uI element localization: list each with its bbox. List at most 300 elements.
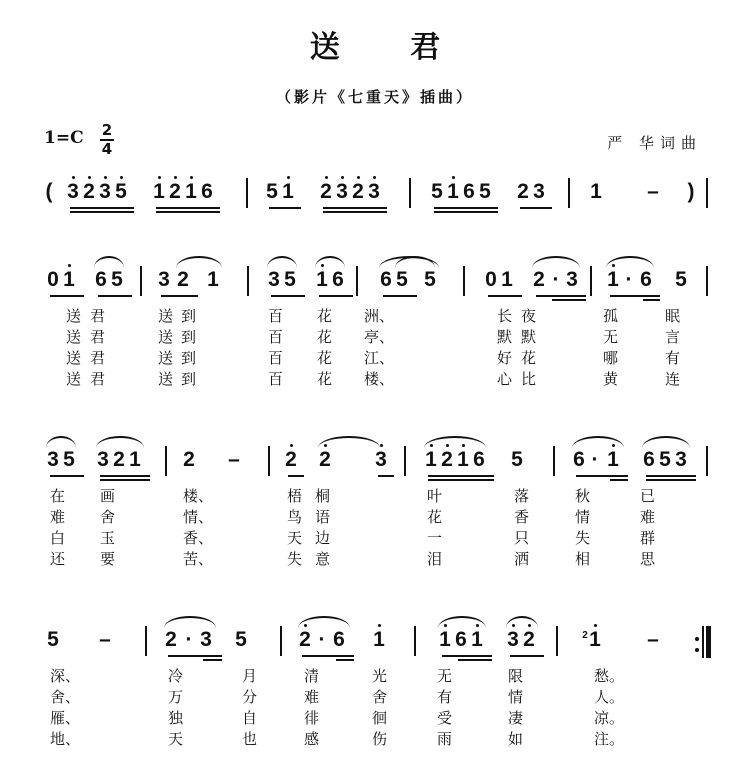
note: 1 (501, 268, 513, 291)
note: 2 (533, 268, 545, 291)
note: 3 (99, 180, 111, 203)
grace-note: 2 (582, 630, 588, 641)
beam-underline (552, 295, 586, 297)
beam-underline (271, 295, 305, 297)
lyric-char: 白 (50, 529, 66, 547)
slur (642, 436, 690, 448)
note: 3 (47, 448, 59, 471)
note: · (591, 448, 599, 471)
lyric-char: 天 (168, 730, 184, 748)
slur (176, 256, 222, 268)
lyric-char: 画 (100, 487, 116, 505)
lyric-char: 还 (50, 550, 66, 568)
note: 1 (447, 180, 459, 203)
barline (356, 266, 358, 296)
lyric-char: 送 (158, 349, 174, 367)
lyric-char: 分 (242, 688, 258, 706)
lyric-char: 江、 (364, 349, 395, 367)
note: 2 (177, 268, 189, 291)
high-octave-dot (68, 264, 71, 267)
note: 5 (659, 448, 671, 471)
lyric-char: 感 (304, 730, 320, 748)
note: 1 (607, 448, 619, 471)
lyric-char: 花 (521, 349, 537, 367)
lyric-char: 注。 (594, 730, 625, 748)
beam-underline (156, 207, 220, 209)
note: 1 (457, 448, 469, 471)
lyric-char: 要 (100, 550, 116, 568)
note: 2 (169, 180, 181, 203)
lyric-char: 百 (268, 349, 284, 367)
lyric-char: 伤 (372, 730, 388, 748)
lyric-char: 也 (242, 730, 258, 748)
lyric-char: 玉 (100, 529, 116, 547)
note: 5 (675, 268, 687, 291)
note: 6 (463, 180, 475, 203)
lyric-char: 送 (66, 328, 82, 346)
note: 2 (113, 448, 125, 471)
beam-underline (488, 295, 522, 297)
lyric-char: 独 (168, 709, 184, 727)
lyric-char: 黄 (603, 370, 619, 388)
note: 3 (375, 448, 387, 471)
note: 2 (165, 628, 177, 651)
note: 5 (266, 180, 278, 203)
high-octave-dot (120, 176, 123, 179)
note: 2 (319, 448, 331, 471)
lyric-char: 到 (181, 307, 197, 325)
lyric-char: 桐 (315, 487, 331, 505)
lyric-char: 香、 (183, 529, 214, 547)
lyric-char: 花 (317, 307, 333, 325)
note: 5 (115, 180, 127, 203)
note: 1 (607, 268, 619, 291)
song-subtitle: （影片《七重天》插曲） (275, 88, 474, 106)
lyric-char: 君 (90, 328, 106, 346)
high-octave-dot (72, 176, 75, 179)
lyric-char: 哪 (603, 349, 619, 367)
lyric-char: 深、 (50, 667, 81, 685)
note: 2 (517, 180, 529, 203)
note: 6 (332, 268, 344, 291)
lyric-char: 情 (575, 508, 591, 526)
barline (404, 446, 406, 476)
note: 1 (439, 628, 451, 651)
lyric-char: 受 (437, 709, 453, 727)
barline (165, 446, 167, 476)
note: ( (45, 180, 53, 203)
lyric-char: 花 (317, 349, 333, 367)
note: 1 (153, 180, 165, 203)
beam-underline (98, 295, 132, 297)
beam-underline (156, 211, 220, 213)
note: 2 (183, 448, 195, 471)
lyric-char: 叶 (427, 487, 443, 505)
lyric-char: 到 (181, 328, 197, 346)
lyric-char: 意 (315, 550, 331, 568)
note: 0 (485, 268, 497, 291)
note: · (625, 268, 633, 291)
note: 2 (83, 180, 95, 203)
barline (590, 266, 592, 296)
barline (246, 178, 248, 208)
high-octave-dot (158, 176, 161, 179)
beam-underline (319, 295, 353, 297)
high-octave-dot (378, 624, 381, 627)
slur (532, 256, 580, 268)
lyric-char: 自 (242, 709, 258, 727)
high-octave-dot (594, 624, 597, 627)
note: 5 (479, 180, 491, 203)
lyric-char: 默 (497, 328, 513, 346)
lyric-char: 相 (575, 550, 591, 568)
lyric-char: 光 (372, 667, 388, 685)
lyric-char: 无 (437, 667, 453, 685)
slur (438, 616, 486, 628)
lyric-char: 连 (665, 370, 681, 388)
lyric-char: 百 (268, 307, 284, 325)
note: 2 (441, 448, 453, 471)
note: · (552, 268, 560, 291)
lyric-char: 冷 (168, 667, 184, 685)
beam-underline (646, 475, 696, 477)
note: 1 (590, 180, 602, 203)
note: 0 (47, 268, 59, 291)
lyric-char: 舍、 (50, 688, 81, 706)
note: 6 (455, 628, 467, 651)
note: 5 (511, 448, 523, 471)
slur (267, 256, 297, 268)
lyric-char: 洒 (514, 550, 530, 568)
note: · (185, 628, 193, 651)
lyric-char: 失 (287, 550, 303, 568)
lyric-char: 楼、 (183, 487, 214, 505)
note: 2 (352, 180, 364, 203)
beam-underline (646, 479, 696, 481)
lyric-char: 徘 (304, 709, 320, 727)
lyric-char: 君 (90, 307, 106, 325)
note: 6 (95, 268, 107, 291)
note: 1 (589, 628, 601, 651)
slur (506, 616, 538, 628)
lyric-char: 苦、 (183, 550, 214, 568)
note: 6 (640, 268, 652, 291)
note: 1 (425, 448, 437, 471)
lyric-char: 在 (50, 487, 66, 505)
beam-underline (520, 207, 552, 209)
note: 5 (235, 628, 247, 651)
lyric-char: 送 (66, 307, 82, 325)
note: 2 (320, 180, 332, 203)
lyric-char: 送 (66, 370, 82, 388)
beam-underline (288, 475, 304, 477)
note: 1 (207, 268, 219, 291)
lyric-char: 徊 (372, 709, 388, 727)
lyric-char: 君 (90, 349, 106, 367)
lyric-char: 边 (315, 529, 331, 547)
note: 5 (284, 268, 296, 291)
note: 2 (299, 628, 311, 651)
lyric-char: 人。 (594, 688, 625, 706)
note: · (318, 628, 326, 651)
lyric-char: 清 (304, 667, 320, 685)
lyric-char: 思 (640, 550, 656, 568)
note: – (228, 448, 240, 471)
lyric-char: 花 (317, 328, 333, 346)
note: 1 (282, 180, 294, 203)
high-octave-dot (452, 176, 455, 179)
beam-underline (203, 659, 222, 661)
lyric-char: 落 (514, 487, 530, 505)
note: 5 (424, 268, 436, 291)
note: 3 (67, 180, 79, 203)
note: 6 (201, 180, 213, 203)
note: 3 (675, 448, 687, 471)
lyric-char: 花 (317, 370, 333, 388)
high-octave-dot (290, 444, 293, 447)
high-octave-dot (325, 176, 328, 179)
lyric-char: 舍 (372, 688, 388, 706)
lyric-char: 到 (181, 370, 197, 388)
lyric-char: 限 (508, 667, 524, 685)
beam-underline (610, 475, 628, 477)
note: 1 (129, 448, 141, 471)
lyric-char: 送 (158, 370, 174, 388)
beam-underline (610, 479, 628, 481)
beam-underline (643, 295, 660, 297)
barline (409, 178, 411, 208)
note: 1 (63, 268, 75, 291)
beam-underline (50, 295, 84, 297)
slur (318, 436, 380, 448)
beam-underline (434, 211, 498, 213)
note: 6 (473, 448, 485, 471)
beam-underline (434, 207, 498, 209)
note: 1 (373, 628, 385, 651)
note: 5 (431, 180, 443, 203)
lyric-char: 天 (287, 529, 303, 547)
lyric-char: 百 (268, 370, 284, 388)
slur (606, 256, 654, 268)
barline-thick (706, 626, 711, 658)
slur (46, 436, 76, 448)
lyric-char: 送 (66, 349, 82, 367)
high-octave-dot (357, 176, 360, 179)
beam-underline (552, 299, 586, 301)
high-octave-dot (104, 176, 107, 179)
note: 6 (380, 268, 392, 291)
lyric-char: 失 (575, 529, 591, 547)
barline (706, 178, 708, 208)
note: 5 (47, 628, 59, 651)
lyric-char: 只 (514, 529, 530, 547)
lyric-char: 语 (315, 508, 331, 526)
beam-underline (70, 207, 134, 209)
repeat-dot (695, 637, 699, 641)
lyric-char: 梧 (287, 487, 303, 505)
time-signature (100, 122, 114, 158)
barline (140, 266, 142, 296)
lyric-char: 有 (665, 349, 681, 367)
lyric-char: 雁、 (50, 709, 81, 727)
beam-underline (458, 659, 492, 661)
lyric-char: 心 (497, 370, 513, 388)
beam-underline (203, 655, 222, 657)
lyric-char: 一 (427, 529, 443, 547)
slur (96, 436, 144, 448)
high-octave-dot (341, 176, 344, 179)
lyric-char: 到 (181, 349, 197, 367)
slur (164, 616, 216, 628)
lyric-char: 送 (158, 328, 174, 346)
note: 3 (507, 628, 519, 651)
lyric-char: 亭、 (364, 328, 395, 346)
note: 3 (336, 180, 348, 203)
lyric-char: 难 (50, 508, 66, 526)
lyric-char: 雨 (437, 730, 453, 748)
barline-thin (702, 626, 704, 658)
note: 1 (316, 268, 328, 291)
lyric-char: 言 (665, 328, 681, 346)
barline (553, 446, 555, 476)
beam-underline (323, 211, 387, 213)
beam-underline (383, 295, 417, 297)
beam-underline (50, 475, 84, 477)
lyric-char: 香 (514, 508, 530, 526)
note: 3 (268, 268, 280, 291)
note: 1 (471, 628, 483, 651)
beam-underline (336, 655, 354, 657)
lyric-char: 比 (521, 370, 537, 388)
lyric-char: 君 (90, 370, 106, 388)
high-octave-dot (174, 176, 177, 179)
lyric-char: 地、 (50, 730, 81, 748)
lyric-char: 孤 (603, 307, 619, 325)
barline (706, 266, 708, 296)
note: 1 (185, 180, 197, 203)
high-octave-dot (373, 176, 376, 179)
slur (572, 436, 624, 448)
lyric-char: 有 (437, 688, 453, 706)
lyric-char: 难 (640, 508, 656, 526)
barline (280, 626, 282, 656)
lyric-char: 鸟 (287, 508, 303, 526)
lyric-char: 好 (497, 349, 513, 367)
barline (463, 266, 465, 296)
beam-underline (161, 295, 198, 297)
lyric-char: 情、 (183, 508, 214, 526)
lyric-char: 情 (508, 688, 524, 706)
lyric-char: 花 (427, 508, 443, 526)
lyric-char: 眠 (665, 307, 681, 325)
note: 3 (97, 448, 109, 471)
slur (94, 256, 124, 268)
lyric-char: 送 (158, 307, 174, 325)
slur (298, 616, 350, 628)
beam-underline (70, 211, 134, 213)
note: ) (687, 180, 695, 203)
slur (424, 436, 486, 448)
lyric-char: 凄 (508, 709, 524, 727)
beam-underline (428, 479, 494, 481)
lyric-char: 秋 (575, 487, 591, 505)
lyric-char: 楼、 (364, 370, 395, 388)
lyric-char: 默 (521, 328, 537, 346)
lyric-char: 长 (497, 307, 513, 325)
key-signature: 1=C (44, 128, 84, 148)
lyric-char: 难 (304, 688, 320, 706)
note: 6 (643, 448, 655, 471)
note: 6 (573, 448, 585, 471)
beam-underline (510, 655, 544, 657)
barline (556, 626, 558, 656)
lyric-char: 泪 (427, 550, 443, 568)
note: 5 (111, 268, 123, 291)
lyric-char: 洲、 (364, 307, 395, 325)
beam-underline (100, 475, 150, 477)
barline (268, 446, 270, 476)
song-title: 送 君 (309, 30, 471, 65)
time-numerator: 2 (101, 121, 113, 139)
barline (568, 178, 570, 208)
barline (145, 626, 147, 656)
beam-underline (323, 207, 387, 209)
note: – (647, 628, 659, 651)
beam-underline (643, 299, 660, 301)
note: – (99, 628, 111, 651)
beam-underline (336, 659, 354, 661)
repeat-dot (695, 648, 699, 652)
high-octave-dot (190, 176, 193, 179)
note: 6 (333, 628, 345, 651)
lyric-char: 如 (508, 730, 524, 748)
lyric-char: 舍 (100, 508, 116, 526)
note: 2 (523, 628, 535, 651)
lyric-char: 已 (640, 487, 656, 505)
note: 2 (285, 448, 297, 471)
lyric-char: 万 (168, 688, 184, 706)
barline (247, 266, 249, 296)
note: 5 (63, 448, 75, 471)
beam-underline (378, 475, 394, 477)
beam-underline (458, 655, 492, 657)
high-octave-dot (287, 176, 290, 179)
beam-underline (428, 475, 494, 477)
high-octave-dot (88, 176, 91, 179)
note: – (647, 180, 659, 203)
barline (706, 446, 708, 476)
note: 3 (566, 268, 578, 291)
lyric-char: 夜 (521, 307, 537, 325)
lyric-char: 无 (603, 328, 619, 346)
note: 3 (533, 180, 545, 203)
lyric-char: 愁。 (594, 667, 625, 685)
lyric-char: 群 (640, 529, 656, 547)
note: 3 (368, 180, 380, 203)
composer-credit: 严 华词曲 (607, 134, 702, 152)
time-denominator: 4 (101, 140, 113, 158)
slur (315, 256, 345, 268)
beam-underline (100, 479, 150, 481)
beam-underline (269, 207, 301, 209)
lyric-char: 月 (242, 667, 258, 685)
barline (414, 626, 416, 656)
note: 5 (396, 268, 408, 291)
lyric-char: 凉。 (594, 709, 625, 727)
note: 3 (200, 628, 212, 651)
note: 3 (158, 268, 170, 291)
lyric-char: 百 (268, 328, 284, 346)
